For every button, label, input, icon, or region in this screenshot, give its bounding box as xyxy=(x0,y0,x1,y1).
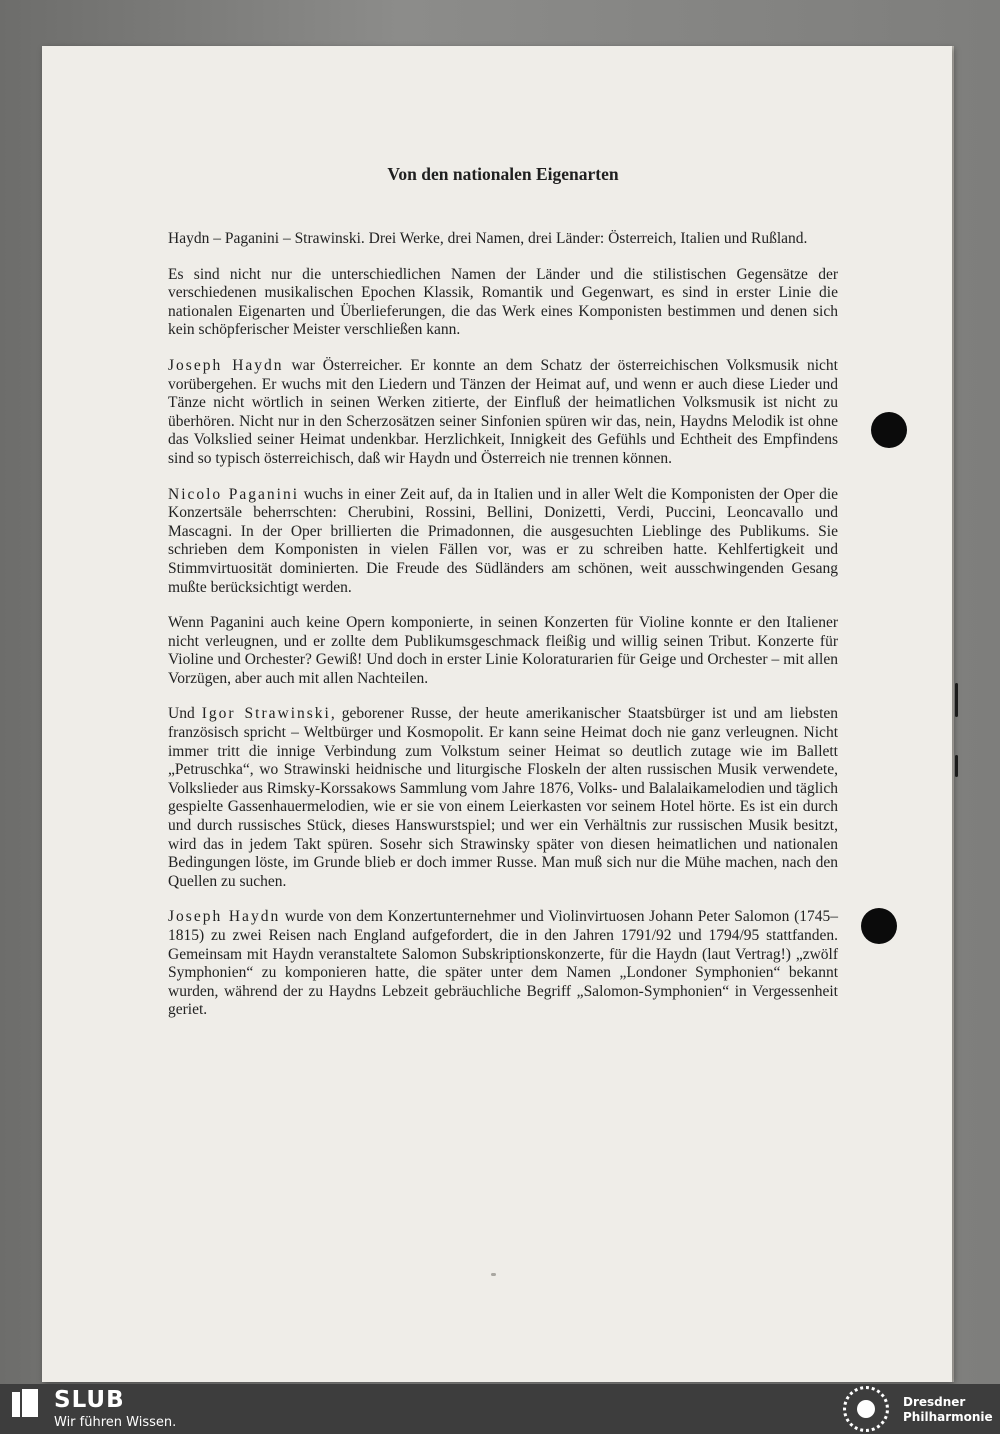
binding-mark xyxy=(955,755,958,777)
slub-tagline: Wir führen Wissen. xyxy=(54,1415,177,1430)
spaced-name: Joseph Haydn xyxy=(168,908,281,926)
spaced-name: Igor Strawinski xyxy=(201,705,331,723)
paragraph: Joseph Haydn wurde von dem Konzertunternehmer und Violinvirtuosen Johann Peter Salomon (1745–1815) zu zwei Reisen nach England aufgefordert, die in den Jahren 1791/92 und 1794/95 stattfanden. Gemeinsam mit Haydn veranstaltete Salomon Subskriptionskonzerte, für die Haydn (laut Vertrag!) „zwölf Symphonien“ zu komponieren hatte, die später unter dem Namen „Londoner Symphonien“ bekannt wurden, während der zu Haydns Lebzeit gebräuchliche Begriff „Salomon-Symphonien“ in Vergessenheit geriet. xyxy=(168,908,838,1019)
philharmonie-name-line1: Dresdner xyxy=(903,1395,966,1409)
punch-hole xyxy=(861,908,897,944)
paragraph: Es sind nicht nur die unterschiedlichen Namen der Länder und die stilistischen Gegensätze der verschiedenen musikalischen Epochen Klassik, Romantik und Gegenwart, es sind in erster Linie die nationalen Eigenarten und Überlieferungen, die das Werk eines Komponisten bestimmen und denen sich kein schöpferischer Meister verschließen kann. xyxy=(168,265,838,339)
slub-logo-icon[interactable] xyxy=(12,1389,40,1417)
dresdner-philharmonie-logo-icon[interactable] xyxy=(843,1386,889,1432)
paragraph: Nicolo Paganini wuchs in einer Zeit auf, da in Italien und in aller Welt die Komponisten der Oper die Konzertsäle beherrschten: Cherubini, Rossini, Bellini, Donizetti, Verdi, Puccini, Leoncavallo und Mascagni. In der Oper brillierten die Primadonnen, die ausgesuchten Lieblinge des Publikums. Sie schrieben dem Komponisten in vielen Fällen vor, was er zu schreiben hatte. Kehlfertigkeit und Stimmvirtuosität dominierten. Die Freude des Südländers am schönen, weit ausschwingenden Gesang mußte berücksichtigt werden. xyxy=(168,485,838,596)
document-body xyxy=(168,230,838,1037)
slub-name[interactable]: SLUB xyxy=(54,1387,125,1413)
paragraph: Wenn Paganini auch keine Opern komponierte, in seinen Konzerten für Violine konnte er den Italiener nicht verleugnen, und er zollte dem Publikumsgeschmack fleißig und willig seinen Tribut. Konzerte für Violine und Orchester? Gewiß! Und doch in erster Linie Koloraturarien für Geige und Orchester – mit allen Vorzügen, aber auch mit allen Nachteilen. xyxy=(168,614,838,687)
footer-bar xyxy=(0,1384,1000,1434)
page-title: Von den nationalen Eigenarten xyxy=(387,164,619,184)
binding-mark xyxy=(955,683,958,717)
punch-hole xyxy=(871,412,907,448)
paragraph: Haydn – Paganini – Strawinski. Drei Werke, drei Namen, drei Länder: Österreich, Italien und Rußland. xyxy=(168,230,808,247)
page-speck xyxy=(491,1273,496,1276)
paragraph: Und Igor Strawinski, geborener Russe, der heute amerikanischer Staatsbürger ist und am liebsten französisch spricht – Weltbürger und Kosmopolit. Er kann seine Heimat doch nie ganz verleugnen. Nicht immer tritt die innige Verbindung zum Volkstum seiner Heimat so deutlich zutage wie im Ballett „Petruschka“, wo Strawinski heidnische und liturgische Floskeln der alten russischen Musik verwendete, Volkslieder aus Rimsky-Korssakows Sammlung vom Jahre 1876, Volks- und Balalaikamelodien und täglich gespielte Gassenhauermelodien, wie er sie von einem Leierkasten vor seinem Hotel hörte. Es ist ein durch und durch russisches Stück, dieses Hanswurstspiel; und wer ein Verhältnis zur russischen Musik besitzt, wird das in jedem Takt spüren. Sosehr sich Strawinsky später von diesen heimatlichen und nationalen Bedingungen löste, im Grunde blieb er doch immer Russe. Man muß sich nur die Mühe machen, nach den Quellen zu suchen. xyxy=(168,705,839,890)
philharmonie-name-line2: Philharmonie xyxy=(903,1410,993,1424)
spaced-name: Nicolo Paganini xyxy=(168,485,300,503)
spaced-name: Joseph Haydn xyxy=(168,356,284,374)
paragraph: Joseph Haydn war Österreicher. Er konnte an dem Schatz der österreichischen Volksmusik nicht vorübergehen. Er wuchs mit den Liedern und Tänzen der Heimat auf, und wenn er auch diese Lieder und Tänze nicht wörtlich in seinen Werken zitierte, der Einfluß der heimatlichen Volksmusik ist nicht zu überhören. Nicht nur in den Scherzosätzen seiner Sinfonien spüren wir das, nein, Haydns Melodik ist ohne das Volkslied seiner Heimat undenkbar. Herzlichkeit, Innigkeit des Gefühls und Echtheit des Empfindens sind so typisch österreichisch, daß wir Haydn und Österreich nie trennen können. xyxy=(168,356,838,467)
